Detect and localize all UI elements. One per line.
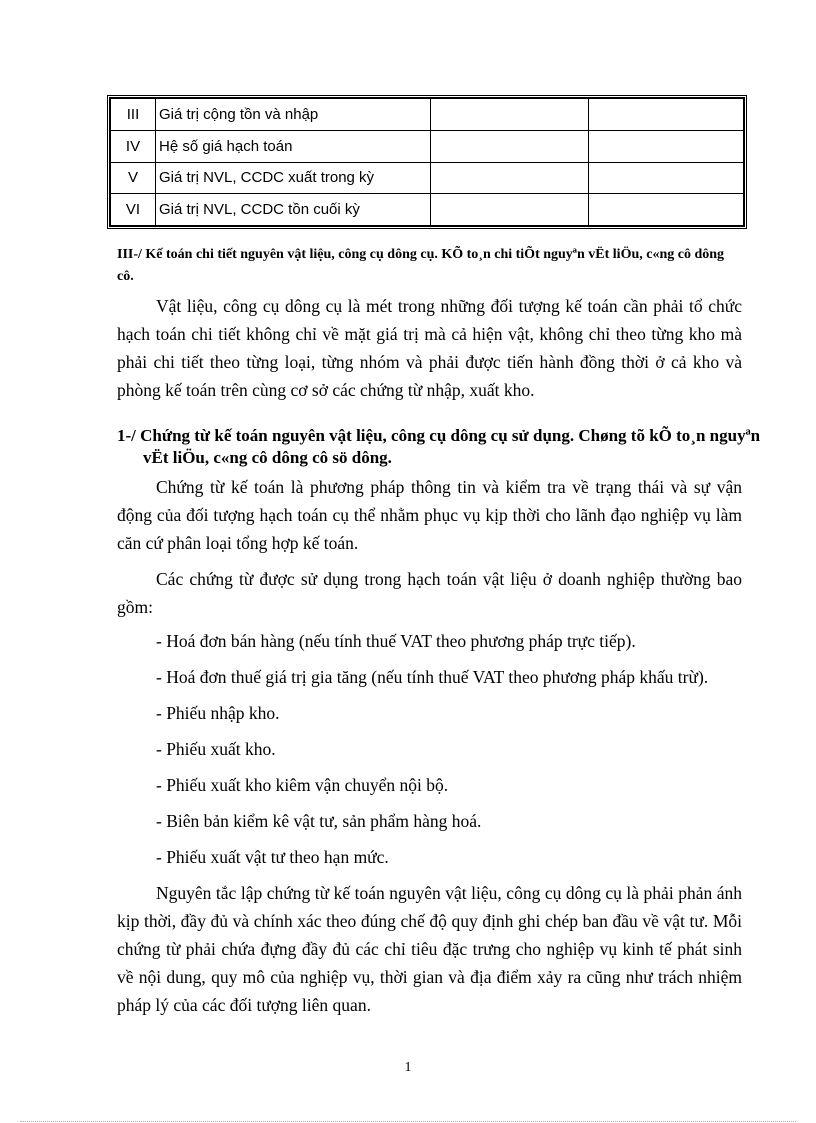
paragraph-text: Các chứng từ được sử dụng trong hạch toán vật liệu ở doanh nghiệp thường bao gồm: bbox=[117, 569, 742, 617]
list-item: - Biên bản kiểm kê vật tư, sản phẩm hàng hoá. bbox=[156, 811, 482, 831]
list-item: - Phiếu xuất kho kiêm vận chuyển nội bộ. bbox=[156, 775, 449, 795]
table-row bbox=[111, 162, 744, 194]
row-label: Hệ số giá hạch toán bbox=[156, 130, 431, 162]
paragraph-text: Chứng từ kế toán là phương pháp thông tin và kiểm tra về trạng thái và sự vận động của đối tượng hạch toán cụ thể nhằm phục vụ kịp thời cho lãnh đạo nghiệp vụ làm căn cứ phân loại tổng hợp kế toán. bbox=[117, 477, 742, 553]
row-label: Giá trị cộng tồn và nhập bbox=[156, 99, 431, 131]
summary-table bbox=[107, 95, 747, 229]
page-number: 1 bbox=[404, 1060, 412, 1075]
table-cell bbox=[431, 194, 589, 226]
list-item: - Phiếu xuất vật tư theo hạn mức. bbox=[156, 847, 389, 867]
section-heading-1: 1-/ Chứng từ kế toán nguyên vật liệu, công cụ dông cụ sử dụng. Chøng tõ kÕ to¸n nguyªn vËt liÖu, c«ng cô dông cô sö dông. bbox=[117, 426, 761, 467]
list-item: - Phiếu nhập kho. bbox=[156, 703, 280, 723]
list-item: - Phiếu xuất kho. bbox=[156, 739, 276, 759]
paragraph-text: Vật liệu, công cụ dông cụ là mét trong những đối tượng kế toán cần phải tổ chức hạch toán chi tiết không chỉ về mặt giá trị mà cả hiện vật, không chỉ theo từng kho mà phải chi tiết theo từng loại, từng nhóm và phải được tiến hành đồng thời ở cả kho và phòng kế toán trên cùng cơ sở các chứng từ nhập, xuất kho. bbox=[117, 296, 742, 400]
table-cell bbox=[431, 130, 589, 162]
paragraph-text: Nguyên tắc lập chứng từ kế toán nguyên vật liệu, công cụ dông cụ là phải phản ánh kịp thời, đầy đủ và chính xác theo đúng chế độ quy định ghi chép ban đầu về vật tư. Mỗi chứng từ phải chứa đựng đầy đủ các chỉ tiêu đặc trưng cho nghiệp vụ kinh tế phát sinh về nội dung, quy mô của nghiệp vụ, thời gian và địa điểm xảy ra cũng như trách nhiệm pháp lý của các đối tượng liên quan. bbox=[117, 883, 742, 1015]
row-number: IV bbox=[111, 130, 156, 162]
row-label: Giá trị NVL, CCDC xuất trong kỳ bbox=[156, 162, 431, 194]
table-cell bbox=[589, 162, 744, 194]
table-cell bbox=[589, 194, 744, 226]
list-item: - Hoá đơn thuế giá trị gia tăng (nếu tính thuế VAT theo phương pháp khấu trừ). bbox=[156, 667, 709, 687]
table-cell bbox=[589, 99, 744, 131]
row-number: III bbox=[111, 99, 156, 131]
table-row bbox=[111, 130, 744, 162]
section-iii-paragraph bbox=[117, 292, 742, 404]
table-cell bbox=[431, 162, 589, 194]
table-row bbox=[111, 194, 744, 226]
row-number: V bbox=[111, 162, 156, 194]
table-row bbox=[111, 99, 744, 131]
row-number: VI bbox=[111, 194, 156, 226]
page-bottom-rule bbox=[20, 1121, 796, 1122]
section-heading-iii: III-/ Kế toán chi tiết nguyên vật liệu, công cụ dông cụ. KÕ to¸n chi tiÕt nguyªn vËt liÖu, c«ng cô dông cô. bbox=[117, 247, 725, 284]
document-list bbox=[156, 627, 708, 879]
list-item: - Hoá đơn bán hàng (nếu tính thuế VAT theo phương pháp trực tiếp). bbox=[156, 631, 636, 651]
row-label: Giá trị NVL, CCDC tồn cuối kỳ bbox=[156, 194, 431, 226]
section-1-paragraph-3 bbox=[117, 879, 742, 1019]
section-1-paragraph-2 bbox=[117, 565, 742, 621]
section-1-paragraph-1 bbox=[117, 473, 742, 557]
table-cell bbox=[431, 99, 589, 131]
table-cell bbox=[589, 130, 744, 162]
